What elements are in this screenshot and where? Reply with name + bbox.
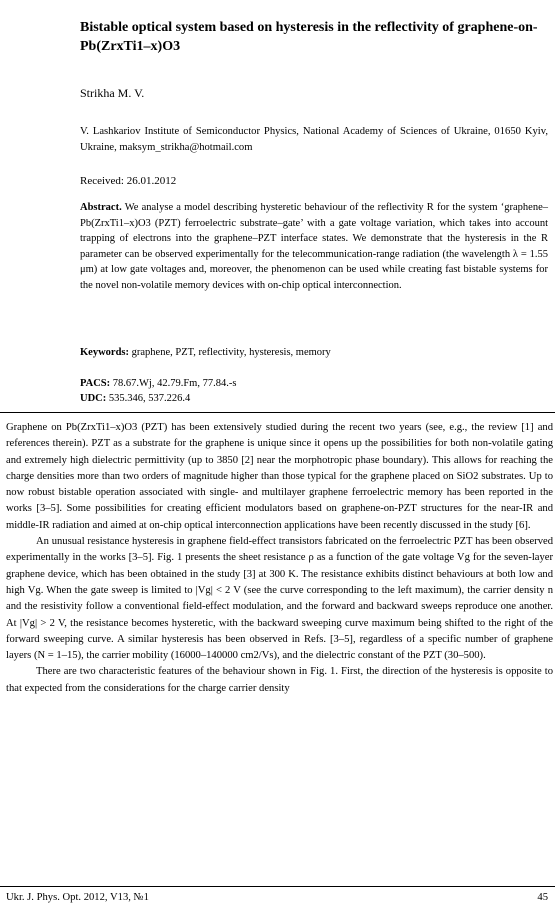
keywords-text: graphene, PZT, reflectivity, hysteresis, memory [131, 347, 331, 358]
keywords [80, 345, 548, 360]
abstract [80, 200, 548, 294]
pacs-text: 78.67.Wj, 42.79.Fm, 77.84.-s [112, 378, 237, 389]
body-paragraph-3: There are two characteristic features of the behaviour shown in Fig. 1. First, the direction of the hysteresis is opposite to that expected from the considerations for the charge carrier density [6, 666, 553, 694]
pacs-line [80, 376, 548, 391]
affiliation: V. Lashkariov Institute of Semiconductor Physics, National Academy of Sciences of Ukraine, 01650 Kyiv, Ukraine, maksym_strikha@hotmail.com [80, 126, 548, 153]
udc-text: 535.346, 537.226.4 [108, 393, 191, 404]
section-divider [0, 412, 555, 413]
udc-label: UDC: [80, 393, 107, 404]
footer-divider [0, 886, 555, 887]
received-date: Received: 26.01.2012 [80, 175, 177, 187]
keywords-label: Keywords: [80, 347, 129, 358]
classification-codes [80, 376, 548, 406]
body-paragraph-1: Graphene on Pb(ZrxTi1–x)O3 (PZT) has been extensively studied during the recent two years (see, e.g., the review [1] and references therein). PZT as a substrate for the graphene is unique since it opens up the possibilities for both non-volatile gating and extremely high dielectric permittivity (up to 3850 [2] near the morphotropic phase boundary). This allows for reaching the charge densities more than two orders of magnitude higher than those typical for the graphene placed on SiO2 substrates. Up to now robust bistable operation associated with single- and multilayer graphene ferroelectric memory has been reported in the works [3–5]. Some possibilities for creating efficient modulators based on graphene-on-PZT structures for the near-IR and middle-IR radiation and aimed at on-chip optical interconnection applications have been recently discussed in the study [6]. [6, 422, 553, 531]
journal-citation: Ukr. J. Phys. Opt. 2012, V13, №1 [6, 892, 149, 903]
abstract-label: Abstract. [80, 202, 122, 213]
article-body [6, 420, 553, 697]
pacs-label: PACS: [80, 378, 111, 389]
body-paragraph-2: An unusual resistance hysteresis in graphene field-effect transistors fabricated on the ferroelectric PZT has been observed experimentally in the works [3–5]. Fig. 1 presents the sheet resistance ρ as a function of the gate voltage Vg for the seven-layer graphene device, which has been obtained in the study [3] at 300 K. The resistance exhibits distinct behaviours at both low and high Vg. When the gate sweep is limited to |Vg| < 2 V (see the curve corresponding to the left maximum), the carrier density n and the resistivity follow a conventional field-effect modulation, and the forward and backward sweeps reproduce one another. At |Vg| > 2 V, the resistance becomes hysteretic, with the backward sweeping curve maximum being shifted to the right of the forward sweeping curve. A similar hysteresis has been observed in Refs. [3–5], regardless of a specific number of graphene layers (N = 1–15), the carrier mobility (16000–140000 cm2/Vs), and the dielectric constant of the PZT (30–500). [6, 536, 553, 662]
author-name: Strikha M. V. [80, 86, 145, 100]
article-title: Bistable optical system based on hysteresis in the reflectivity of graphene-on-Pb(ZrxTi1–x)O3 [80, 20, 538, 54]
abstract-text: We analyse a model describing hysteretic behaviour of the reflectivity R for the system ‘graphene–Pb(ZrxTi1–x)O3 (PZT) ferroelectric substrate–gate’ with a gate voltage variation, which takes into account trapping of electrons into the graphene–PZT interface states. We demonstrate that the hysteresis in the R parameter can be observed experimentally for the telecommunication-range radiation (the wavelength λ = 1.55 μm) at low gate voltages and, moreover, the phenomenon can be used while creating fast bistable systems for the novel non-volatile memory devices with on-chip optical interconnection. [80, 202, 548, 291]
page-number: 45 [537, 892, 548, 903]
udc-line [80, 391, 548, 406]
